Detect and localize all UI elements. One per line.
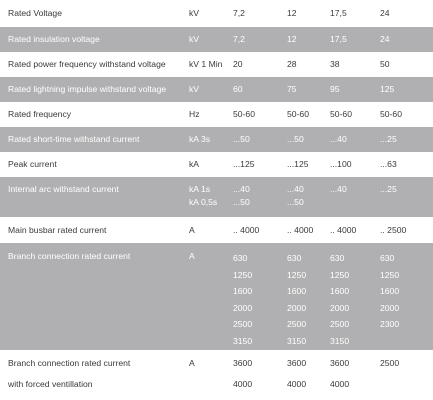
value-24kv: 24: [380, 34, 390, 44]
unit-0-5s: kA 0,5s: [189, 197, 218, 207]
row-label: Rated frequency: [8, 109, 72, 119]
value-item: 630: [380, 253, 395, 263]
row-rated-voltage: [0, 0, 433, 27]
value-7-2kv-forced: 4000: [233, 379, 253, 389]
value-7-2kv: 7,2: [233, 34, 245, 44]
row-label: Branch connection rated current: [8, 358, 131, 368]
value-24kv: ...63: [380, 159, 397, 169]
value-24kv: [380, 250, 399, 333]
value-17-5kv: ...100: [330, 159, 352, 169]
value-24kv: 50-60: [380, 109, 402, 119]
value-item: 1600: [330, 286, 350, 296]
value-item: 1250: [380, 269, 400, 280]
value-item: 1250: [330, 269, 350, 280]
value-item: 3150: [287, 335, 307, 346]
row-branch-connection-current: [0, 243, 433, 350]
value-item: 630: [287, 253, 302, 263]
row-label: Rated Voltage: [8, 8, 62, 18]
row-power-frequency-withstand: [0, 52, 433, 77]
value-12kv: 28: [287, 59, 297, 69]
value-item: 630: [330, 253, 345, 263]
row-label: Peak current: [8, 159, 57, 169]
value-12kv: 12: [287, 34, 297, 44]
value-7-2kv: [233, 183, 250, 209]
value-12kv: [287, 183, 304, 209]
value-12kv: 12: [287, 8, 297, 18]
value-7-2kv: [233, 250, 252, 349]
row-unit: A: [189, 225, 195, 235]
value-24kv: 24: [380, 8, 390, 18]
value-12kv: [287, 250, 306, 349]
value-7-2kv: ...125: [233, 159, 255, 169]
value-item: 3150: [330, 335, 350, 346]
value-item: 2300: [380, 319, 400, 329]
value-7-2kv: 20: [233, 59, 243, 69]
value-0-5s: ...50: [287, 197, 304, 207]
value-item: 2500: [287, 319, 307, 329]
row-unit: kA: [189, 159, 200, 169]
value-item: 2000: [380, 302, 400, 313]
value-item: 1600: [287, 286, 307, 296]
value-7-2kv: 50-60: [233, 109, 255, 119]
row-unit: A: [189, 358, 195, 368]
value-24kv: ...25: [380, 184, 397, 194]
value-item: 2000: [287, 302, 307, 313]
value-7-2kv: 7,2: [233, 8, 245, 18]
row-rated-insulation-voltage: [0, 27, 433, 52]
row-label: Rated insulation voltage: [8, 34, 100, 44]
row-label: Rated power frequency withstand voltage: [8, 59, 166, 69]
row-rated-frequency: [0, 102, 433, 127]
value-17-5kv-forced: 4000: [330, 379, 350, 389]
row-label: Main busbar rated current: [8, 225, 107, 235]
value-24kv: 125: [380, 84, 395, 94]
value-17-5kv: .. 4000: [330, 225, 357, 235]
value-12kv: ...50: [287, 134, 304, 144]
value-24kv: .. 2500: [380, 225, 407, 235]
value-24kv: 50: [380, 59, 390, 69]
row-unit: kV 1 Min: [189, 59, 223, 69]
row-label-continued: with forced ventillation: [8, 379, 93, 389]
row-unit: kV: [189, 84, 200, 94]
value-7-2kv: 60: [233, 84, 243, 94]
value-item: 3150: [233, 335, 253, 346]
value-17-5kv: 50-60: [330, 109, 352, 119]
value-17-5kv: 17,5: [330, 34, 347, 44]
value-item: 2000: [330, 302, 350, 313]
value-item: 2000: [233, 302, 253, 313]
value-17-5kv: 3600: [330, 358, 350, 368]
value-24kv: 2500: [380, 358, 400, 368]
row-unit: Hz: [189, 109, 200, 119]
value-17-5kv: 38: [330, 59, 340, 69]
value-17-5kv: ...40: [330, 134, 347, 144]
row-internal-arc-withstand: [0, 177, 433, 217]
value-12kv: 75: [287, 84, 297, 94]
row-unit: kV: [189, 8, 200, 18]
value-1s: ...40: [287, 184, 304, 194]
row-branch-forced-ventilation: [0, 350, 433, 400]
value-12kv: .. 4000: [287, 225, 314, 235]
value-0-5s: ...50: [233, 197, 250, 207]
value-17-5kv: 95: [330, 84, 340, 94]
row-main-busbar-current: [0, 217, 433, 243]
row-peak-current: [0, 152, 433, 177]
value-17-5kv: 17,5: [330, 8, 347, 18]
value-item: 1600: [380, 286, 400, 296]
row-label: Internal arc withstand current: [8, 184, 119, 194]
value-item: 2500: [330, 319, 350, 329]
value-17-5kv: [330, 250, 349, 349]
value-12kv-forced: 4000: [287, 379, 307, 389]
row-unit: [189, 183, 217, 209]
unit-1s: kA 1s: [189, 184, 211, 194]
row-lightning-impulse-withstand: [0, 77, 433, 102]
row-unit: A: [189, 251, 195, 261]
value-12kv: ...125: [287, 159, 309, 169]
value-7-2kv: ...50: [233, 134, 250, 144]
row-unit: kV: [189, 34, 200, 44]
value-item: 1600: [233, 286, 253, 296]
row-label: Branch connection rated current: [8, 251, 131, 261]
value-item: 1250: [233, 269, 253, 280]
value-24kv: ...25: [380, 134, 397, 144]
value-item: 630: [233, 253, 248, 263]
row-short-time-withstand: [0, 127, 433, 152]
value-17-5kv: ...40: [330, 184, 347, 194]
row-label: Rated lightning impulse withstand voltage: [8, 84, 167, 94]
value-7-2kv: .. 4000: [233, 225, 260, 235]
value-7-2kv: 3600: [233, 358, 253, 368]
value-item: 2500: [233, 319, 253, 329]
value-12kv: 3600: [287, 358, 307, 368]
row-label: Rated short-time withstand current: [8, 134, 140, 144]
value-12kv: 50-60: [287, 109, 309, 119]
row-unit: kA 3s: [189, 134, 211, 144]
value-item: 1250: [287, 269, 307, 280]
value-1s: ...40: [233, 184, 250, 194]
